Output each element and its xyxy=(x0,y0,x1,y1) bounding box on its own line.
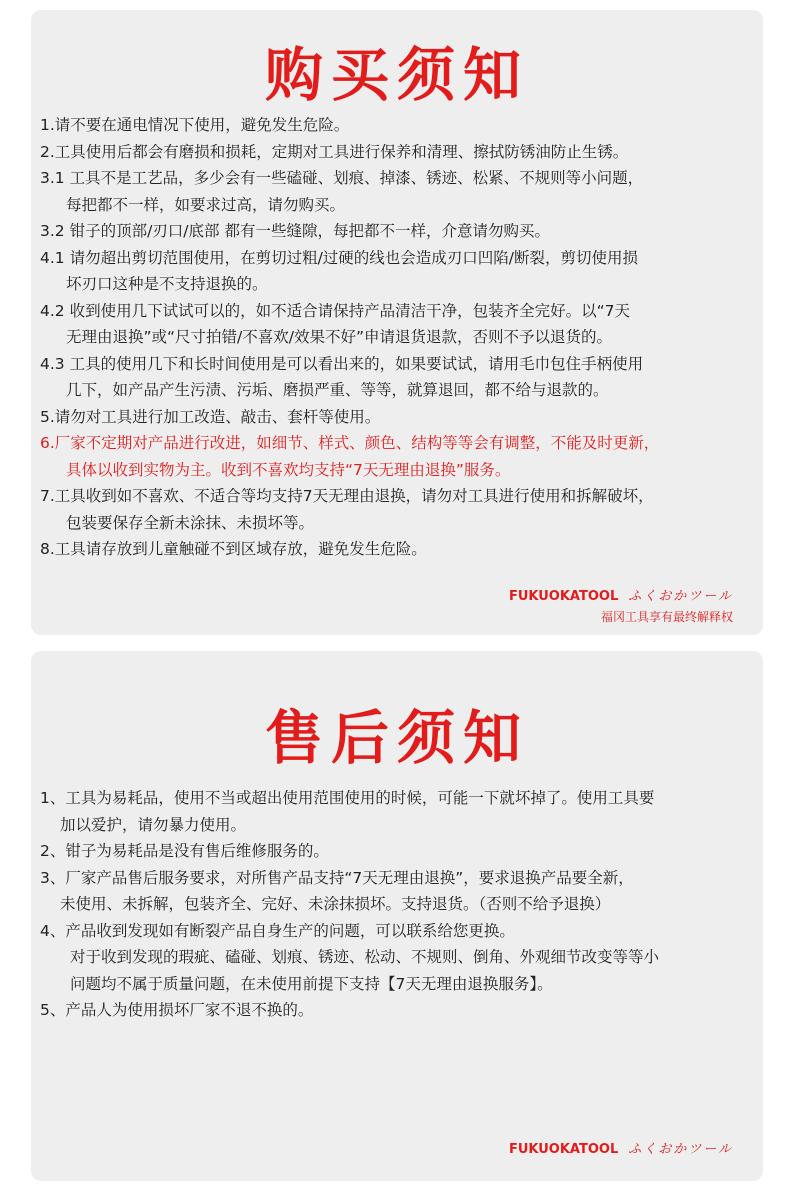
notice-item-line: 对于收到发现的瑕疵、磕碰、划痕、锈迹、松动、不规则、倒角、外观细节改变等等小 xyxy=(70,948,660,966)
notice-item-line: 6.厂家不定期对产品进行改进，如细节、样式、颜色、结构等等会有调整，不能及时更新， xyxy=(40,434,660,452)
notice-item-line: 1、工具为易耗品，使用不当或超出使用范围使用的时候，可能一下就坏掉了。使用工具要 xyxy=(40,789,655,807)
brand-signature xyxy=(509,585,733,604)
notice-item-line: 加以爱护，请勿暴力使用。 xyxy=(60,815,247,834)
notice-item-line: 几下，如产品产生污渍、污垢、磨损严重、等等，就算退回，都不给与退款的。 xyxy=(66,381,609,399)
notice-item-line: 坏刃口这种是不支持退换的。 xyxy=(66,275,268,293)
notice-item-line: 5、产品人为使用损坏厂家不退不换的。 xyxy=(40,1001,314,1019)
purchase-notice-title: 购买须知 xyxy=(264,41,529,109)
notice-item xyxy=(40,785,753,838)
notice-item xyxy=(40,483,753,536)
brand-name-jp: ふくおかツール xyxy=(628,589,733,604)
notice-item-line: 4.3 工具的使用几下和长时间使用是可以看出来的，如果要试试，请用毛巾包住手柄使用 xyxy=(40,354,644,373)
notice-item-line: 问题均不属于质量问题，在未使用前提下支持【7天无理由退换服务】。 xyxy=(70,974,553,993)
notice-item xyxy=(40,218,753,245)
after-sales-notice-card xyxy=(31,651,763,1181)
notice-item-line: 5.请勿对工具进行加工改造、敲击、套杆等使用。 xyxy=(40,407,381,426)
notice-item xyxy=(40,404,753,431)
notice-item-line: 具体以收到实物为主。收到不喜欢均支持“7天无理由退换”服务。 xyxy=(66,460,511,479)
brand-name-en: FUKUOKATOOL xyxy=(508,1142,619,1157)
notice-item-line: 包装要保存全新未涂抹、未损坏等。 xyxy=(66,513,315,532)
notice-item-line: 7.工具收到如不喜欢、不适合等均支持7天无理由退换，请勿对工具进行使用和拆解破坏， xyxy=(40,487,654,505)
notice-item-line: 3.1 工具不是工艺品，多少会有一些磕碰、划痕、掉漆、锈迹、松紧、不规则等小问题， xyxy=(40,169,644,187)
notice-item xyxy=(40,139,753,166)
notice-item-line: 4.2 收到使用几下试试可以的，如不适合请保持产品清洁干净，包装齐全完好。以“7天 xyxy=(40,301,630,320)
notice-item-line: 3、厂家产品售后服务要求，对所售产品支持“7天无理由退换”，要求退换产品要全新， xyxy=(40,868,634,887)
brand-signature xyxy=(509,1138,733,1157)
notice-item xyxy=(40,918,753,998)
notice-item-line: 每把都不一样，如要求过高，请勿购买。 xyxy=(66,195,346,214)
notice-item xyxy=(40,298,753,351)
notice-item xyxy=(40,865,753,918)
after-sales-notice-list xyxy=(40,785,753,1024)
notice-item xyxy=(40,351,753,404)
notice-item-line: 8.工具请存放到儿童触碰不到区域存放，避免发生危险。 xyxy=(40,540,427,558)
rights-note: 福冈工具享有最终解释权 xyxy=(600,610,733,624)
brand-name-en: FUKUOKATOOL xyxy=(508,589,619,604)
notice-item xyxy=(40,838,753,865)
purchase-notice-list xyxy=(40,112,753,563)
notice-item-line: 2.工具使用后都会有磨损和损耗，定期对工具进行保养和清理、擦拭防锈油防止生锈。 xyxy=(40,142,629,161)
notice-item-line: 3.2 钳子的顶部/刃口/底部 都有一些缝隙，每把都不一样，介意请勿购买。 xyxy=(40,222,550,240)
notice-item xyxy=(40,430,753,483)
notice-item-line: 未使用、未拆解，包装齐全、完好、未涂抹损坏。支持退货。（否则不给予退换） xyxy=(60,895,611,913)
after-sales-notice-title: 售后须知 xyxy=(264,704,529,772)
notice-item xyxy=(40,245,753,298)
brand-name-jp: ふくおかツール xyxy=(628,1142,733,1157)
notice-item-line: 无理由退换”或“尺寸拍错/不喜欢/效果不好”申请退货退款，否则不予以退货的。 xyxy=(66,328,613,346)
notice-item-line: 1.请不要在通电情况下使用，避免发生危险。 xyxy=(40,116,350,134)
notice-item xyxy=(40,112,753,139)
notice-item-line: 2、钳子为易耗品是没有售后维修服务的。 xyxy=(40,842,329,860)
notice-item xyxy=(40,536,753,563)
notice-item-line: 4.1 请勿超出剪切范围使用，在剪切过粗/过硬的线也会造成刃口凹陷/断裂，剪切使用损 xyxy=(40,248,639,267)
notice-item-line: 4、产品收到发现如有断裂产品自身生产的问题，可以联系给您更换。 xyxy=(40,921,515,940)
notice-item xyxy=(40,997,753,1024)
notice-item xyxy=(40,165,753,218)
purchase-notice-card xyxy=(31,10,763,635)
